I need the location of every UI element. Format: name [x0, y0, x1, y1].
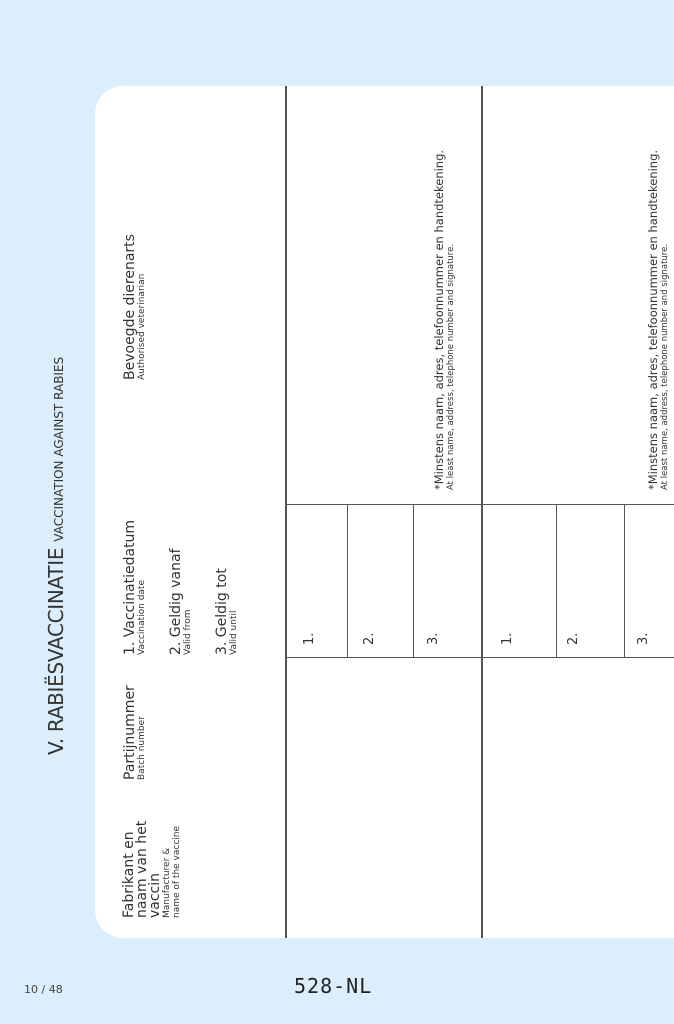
- row1-sub-divider-b: [413, 504, 414, 657]
- vaccination-card: [95, 86, 674, 938]
- dates-col-bottom: [285, 657, 674, 658]
- row1-num1: 1.: [302, 632, 317, 645]
- header-date3: [216, 568, 239, 655]
- header-dates: [124, 520, 147, 655]
- header-date3-en: Valid until: [229, 610, 239, 655]
- row1-vet-note: [432, 150, 456, 490]
- row1-note-en: At least name, address, telephone number and signature.: [446, 243, 456, 490]
- header-batch: [124, 685, 147, 780]
- header-manufacturer: [123, 821, 182, 918]
- row2-sub-divider-b: [624, 504, 625, 657]
- row1-sub-divider-a: [347, 504, 348, 657]
- row1-num3: 3.: [426, 632, 441, 645]
- row-divider-2: [481, 86, 483, 938]
- page-number: 10 / 48: [24, 983, 63, 996]
- header-date3-nl: 3. Geldig tot: [214, 568, 230, 655]
- document-code: 528-NL: [294, 974, 373, 998]
- row2-note-en: At least name, address, telephone number and signature.: [660, 243, 670, 490]
- title-main: V. RABIËSVACCINATIE: [44, 547, 68, 755]
- title-sub: VACCINATION AGAINST RABIES: [52, 356, 66, 542]
- header-vet-nl: Bevoegde dierenarts: [122, 234, 138, 380]
- header-vet: [124, 234, 147, 380]
- header-date2-nl: 2. Geldig vanaf: [168, 548, 184, 655]
- row1-num2: 2.: [362, 632, 377, 645]
- row2-num3: 3.: [636, 632, 651, 645]
- header-manufacturer-nl-1: Fabrikant en: [121, 831, 137, 918]
- header-manufacturer-nl-3: vaccin: [147, 872, 163, 918]
- header-batch-en: Batch number: [137, 716, 147, 780]
- row1-note-nl: *Minstens naam, adres, telefoonnummer en handtekening.: [432, 149, 446, 490]
- row2-vet-note: [646, 150, 670, 490]
- header-date2: [170, 548, 193, 655]
- row2-num2: 2.: [566, 632, 581, 645]
- header-date1-nl: 1. Vaccinatiedatum: [122, 519, 138, 655]
- section-title: [44, 357, 68, 755]
- dates-col-top: [285, 504, 674, 505]
- row2-sub-divider-a: [556, 504, 557, 657]
- row-divider-1: [285, 86, 287, 938]
- header-date1-en: Vaccination date: [137, 580, 147, 655]
- row2-num1: 1.: [500, 632, 515, 645]
- row2-note-nl: *Minstens naam, adres, telefoonnummer en handtekening.: [646, 149, 660, 490]
- header-manufacturer-nl-2: naam van het: [134, 820, 150, 918]
- header-batch-nl: Partijnummer: [122, 685, 138, 780]
- header-manufacturer-en-2: name of the vaccine: [172, 825, 182, 918]
- header-vet-en: Authorised veterinarian: [137, 273, 147, 380]
- header-date2-en: Valid from: [183, 609, 193, 655]
- header-manufacturer-en-1: Manufacturer &: [162, 847, 172, 918]
